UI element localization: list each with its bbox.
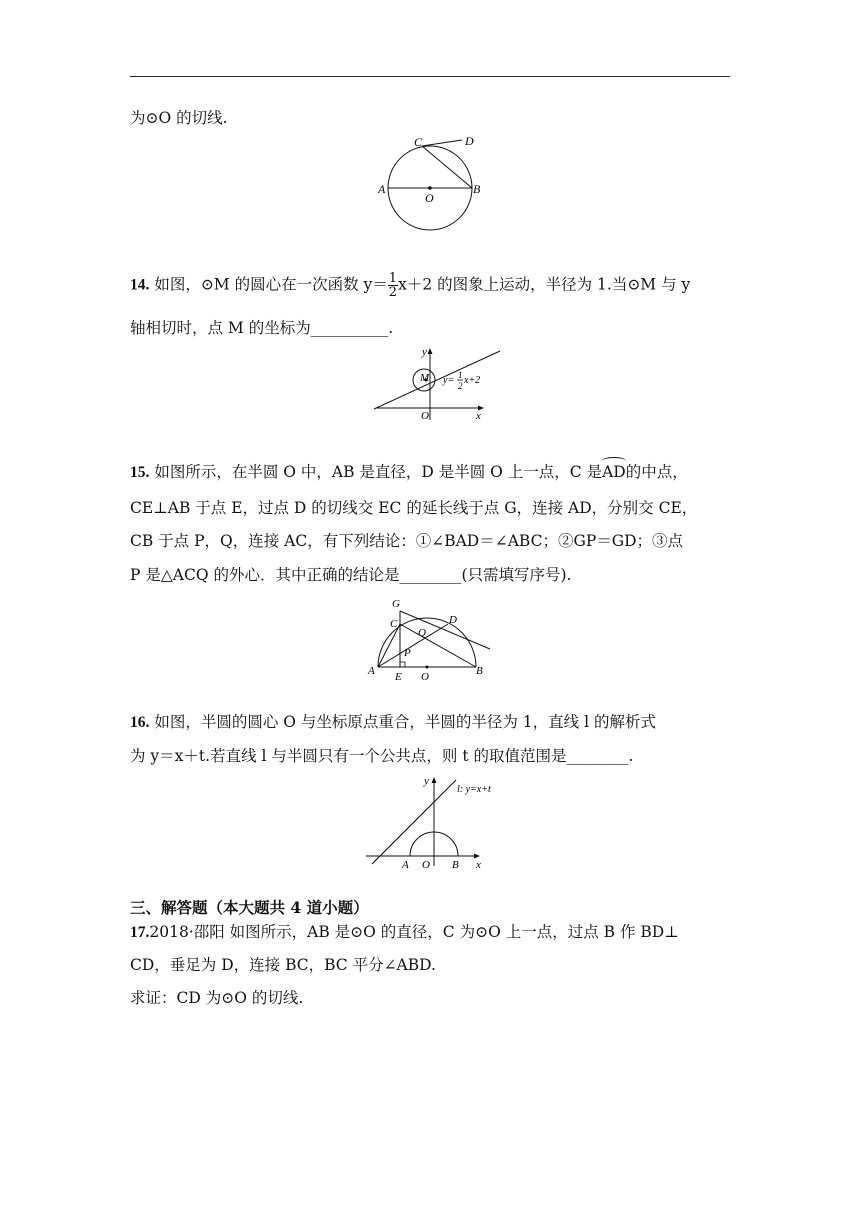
label-y: y xyxy=(424,775,429,787)
eq-rest: x+2 xyxy=(464,375,481,386)
graph-line xyxy=(374,351,500,409)
figure-semicircle xyxy=(366,592,496,682)
tangent-line xyxy=(400,611,490,649)
q14-fraction: $\frac{1}{2}$ xyxy=(388,271,398,300)
intro-line: 为⊙O 的切线. xyxy=(130,109,228,127)
q15-number: 15. xyxy=(130,464,150,481)
q15-line3: CB 于点 P，Q，连接 AC，有下列结论：①∠BAD＝∠ABC；②GP＝GD；③点 xyxy=(130,532,684,550)
eq-den: 2 xyxy=(458,381,463,391)
label-o: O xyxy=(425,191,434,205)
q16-line2: 为 y＝x＋t.若直线 l 与半圆只有一个公共点，则 t 的取值范围是________. xyxy=(130,747,634,765)
eq-num: 1 xyxy=(458,370,463,380)
label-m: M xyxy=(420,372,430,384)
label-x: x xyxy=(476,410,481,422)
arc-ad: AD xyxy=(602,463,626,481)
eq-y: y= xyxy=(443,375,455,386)
y-axis-arrow xyxy=(428,348,433,354)
label-q: Q xyxy=(418,627,426,639)
label-a: A xyxy=(368,665,375,677)
label-l: l: y=x+t xyxy=(457,784,491,795)
label-a: A xyxy=(378,182,386,196)
right-angle-mark xyxy=(400,662,405,667)
section-heading: 三、解答题（本大题共 4 道小题） xyxy=(130,898,369,917)
label-b: B xyxy=(476,665,483,677)
q17-number: 17. xyxy=(130,924,150,941)
label-g: G xyxy=(392,598,400,610)
q17-line2: CD，垂足为 D，连接 BC，BC 平分∠ABD. xyxy=(130,956,436,974)
center-dot xyxy=(426,666,429,669)
label-b: B xyxy=(473,182,481,196)
q14-line1 xyxy=(130,272,735,299)
label-b: B xyxy=(452,859,459,871)
tangent-cd xyxy=(422,140,462,146)
label-o: O xyxy=(422,859,430,871)
header-rule xyxy=(130,76,730,77)
q16-number: 16. xyxy=(130,714,150,731)
q14-number: 14. xyxy=(130,276,150,294)
q14-line2: 轴相切时，点 M 的坐标为__________. xyxy=(130,319,394,337)
label-d: D xyxy=(465,134,474,148)
x-axis-arrow xyxy=(474,854,480,859)
label-c: C xyxy=(390,618,398,630)
q17-line3: 求证：CD 为⊙O 的切线. xyxy=(130,989,304,1007)
figure-moving-circle xyxy=(368,344,508,424)
q14-text-a: 如图，⊙M 的圆心在一次函数 y＝ xyxy=(154,275,388,294)
q15-line4: P 是△ACQ 的外心．其中正确的结论是________(只需填写序号). xyxy=(130,566,572,584)
q15-line2: CE⊥AB 于点 E，过点 D 的切线交 EC 的延长线于点 G，连接 AD，分别交 CE， xyxy=(130,499,698,517)
label-p: P xyxy=(404,647,411,659)
figure-semicircle-line xyxy=(360,772,510,872)
q14-text-b: x＋2 的图象上运动，半径为 1.当⊙M 与 y xyxy=(398,275,691,294)
label-a: A xyxy=(402,859,409,871)
label-o: O xyxy=(421,671,429,683)
line-l xyxy=(372,780,456,864)
figure-circle-tangent xyxy=(370,132,490,232)
center-dot xyxy=(428,186,432,190)
y-axis-arrow xyxy=(432,777,437,783)
q16-line1: 16. 如图，半圆的圆心 O 与坐标原点重合，半圆的半径为 1，直线 l 的解析式 xyxy=(130,713,656,731)
label-c: C xyxy=(414,135,423,149)
label-x: x xyxy=(476,859,481,871)
label-e: E xyxy=(395,671,402,683)
label-d: D xyxy=(449,614,457,626)
chord-cb xyxy=(422,146,472,188)
q17-line1: 17.2018·邵阳 如图所示，AB 是⊙O 的直径，C 为⊙O 上一点，过点 B 作 BD⊥ xyxy=(130,923,679,941)
label-y: y xyxy=(422,346,427,358)
label-o: O xyxy=(421,410,429,422)
q15-line1: 15. 如图所示，在半圆 O 中，AB 是直径，D 是半圆 O 上一点，C 是AD的中点， xyxy=(130,463,688,481)
